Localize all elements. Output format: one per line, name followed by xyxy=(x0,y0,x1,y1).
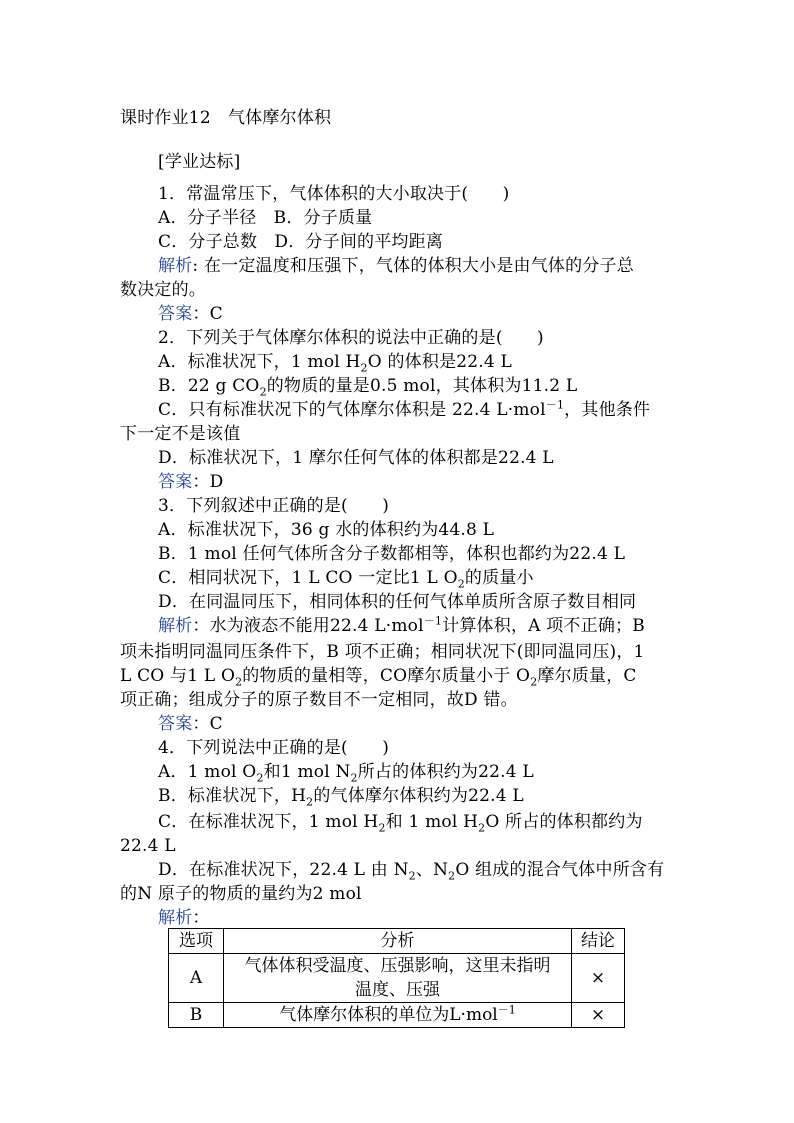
q3-option-b: B．1 mol 任何气体所含分子数都相等，体积也都约为22.4 L xyxy=(158,544,626,564)
analysis-label: 解析 xyxy=(158,616,193,636)
answer-label: 答案 xyxy=(158,714,193,734)
q3-analysis-line4: 项正确；组成分子的原子数目不一定相同，故D 错。 xyxy=(120,690,518,710)
q1-analysis-line1: 解析: 在一定温度和压强下，气体的体积大小是由气体的分子总 xyxy=(158,256,634,276)
row-a-verdict: × xyxy=(572,954,625,1003)
q3-analysis-line3: L CO 与1 L $O_2$的物质的量相等，CO摩尔质量小于 $O_2$摩尔质量，C xyxy=(120,666,637,689)
answer-label: 答案 xyxy=(158,472,193,492)
q2-option-d: D．标准状况下，1 摩尔任何气体的体积都是22.4 L xyxy=(158,448,554,468)
q3-option-d: D．在同温同压下，相同体积的任何气体单质所含原子数目相同 xyxy=(158,592,637,612)
page-title: 课时作业12 气体摩尔体积 xyxy=(120,108,332,128)
row-b-option: B xyxy=(169,1003,224,1028)
q4-option-d-cont: 的N 原子的物质的量约为2 mol xyxy=(120,884,362,904)
q3-option-c: C．相同状况下，1 L CO 一定比1 L $O_2$的质量小 xyxy=(158,568,534,591)
q1-options-ab: A．分子半径 B．分子质量 xyxy=(158,208,373,228)
header-verdict: 结论 xyxy=(572,929,625,954)
q2-answer: 答案：D xyxy=(158,472,224,492)
q3-option-a: A．标准状况下，36 g 水的体积约为44.8 L xyxy=(158,520,495,540)
header-analysis: 分析 xyxy=(224,929,572,954)
header-option: 选项 xyxy=(169,929,224,954)
q4-option-d: D．在标准状况下，22.4 L 由 $N_2$、$N_2O$ 组成的混合气体中所含有 xyxy=(158,860,665,883)
q3-analysis-line2: 项未指明同温同压条件下，B 项不正确；相同状况下(即同温同压)，1 xyxy=(120,642,645,662)
q3-analysis-line1: 解析：水为液态不能用22.4 L·mol$^{-1}$计算体积，A 项不正确；B xyxy=(158,614,645,636)
q1-options-cd: C．分子总数 D．分子间的平均距离 xyxy=(158,232,444,252)
q1-stem: 1．常温常压下，气体体积的大小取决于( ) xyxy=(158,184,510,204)
analysis-table xyxy=(168,928,625,1028)
q2-option-b: B．22 g $CO_2$的物质的量是0.5 mol，其体积为11.2 L xyxy=(158,376,578,399)
q4-stem: 4．下列说法中正确的是( ) xyxy=(158,738,390,758)
q4-analysis-label: 解析： xyxy=(158,908,210,928)
q2-stem: 2．下列关于气体摩尔体积的说法中正确的是( ) xyxy=(158,328,544,348)
q4-option-c: C．在标准状况下，1 mol $H_2$和 1 mol $H_2O$ 所占的体积都约为 xyxy=(158,812,643,835)
table-header-row xyxy=(169,929,625,954)
q3-answer: 答案：C xyxy=(158,714,223,734)
row-a-analysis: 气体体积受温度、压强影响，这里未指明 温度、压强 xyxy=(224,954,572,1003)
analysis-label: 解析 xyxy=(158,908,193,928)
q2-option-c: C．只有标准状况下的气体摩尔体积是 22.4 L·mol$^{-1}$，其他条件 xyxy=(158,398,651,420)
row-b-analysis: 气体摩尔体积的单位为L·mol$^{-1}$ xyxy=(224,1003,572,1028)
q1-answer: 答案：C xyxy=(158,304,223,324)
row-a-option: A xyxy=(169,954,224,1003)
row-b-verdict: × xyxy=(572,1003,625,1028)
table-row xyxy=(169,1003,625,1028)
q4-option-b: B．标准状况下，$H_2$的气体摩尔体积约为22.4 L xyxy=(158,786,524,809)
q2-option-c-cont: 下一定不是该值 xyxy=(120,424,241,444)
q4-option-c-cont: 22.4 L xyxy=(120,836,176,856)
table-row xyxy=(169,954,625,1003)
q4-option-a: A．1 mol $O_2$和1 mol $N_2$所占的体积约为22.4 L xyxy=(158,762,534,785)
q3-stem: 3．下列叙述中正确的是( ) xyxy=(158,496,390,516)
analysis-label: 解析 xyxy=(158,256,193,276)
q1-analysis-line2: 数决定的。 xyxy=(120,280,206,300)
answer-label: 答案 xyxy=(158,304,193,324)
section-heading: [学业达标] xyxy=(158,152,241,172)
q2-option-a: A．标准状况下，1 mol $H_2O$ 的体积是22.4 L xyxy=(158,352,513,375)
